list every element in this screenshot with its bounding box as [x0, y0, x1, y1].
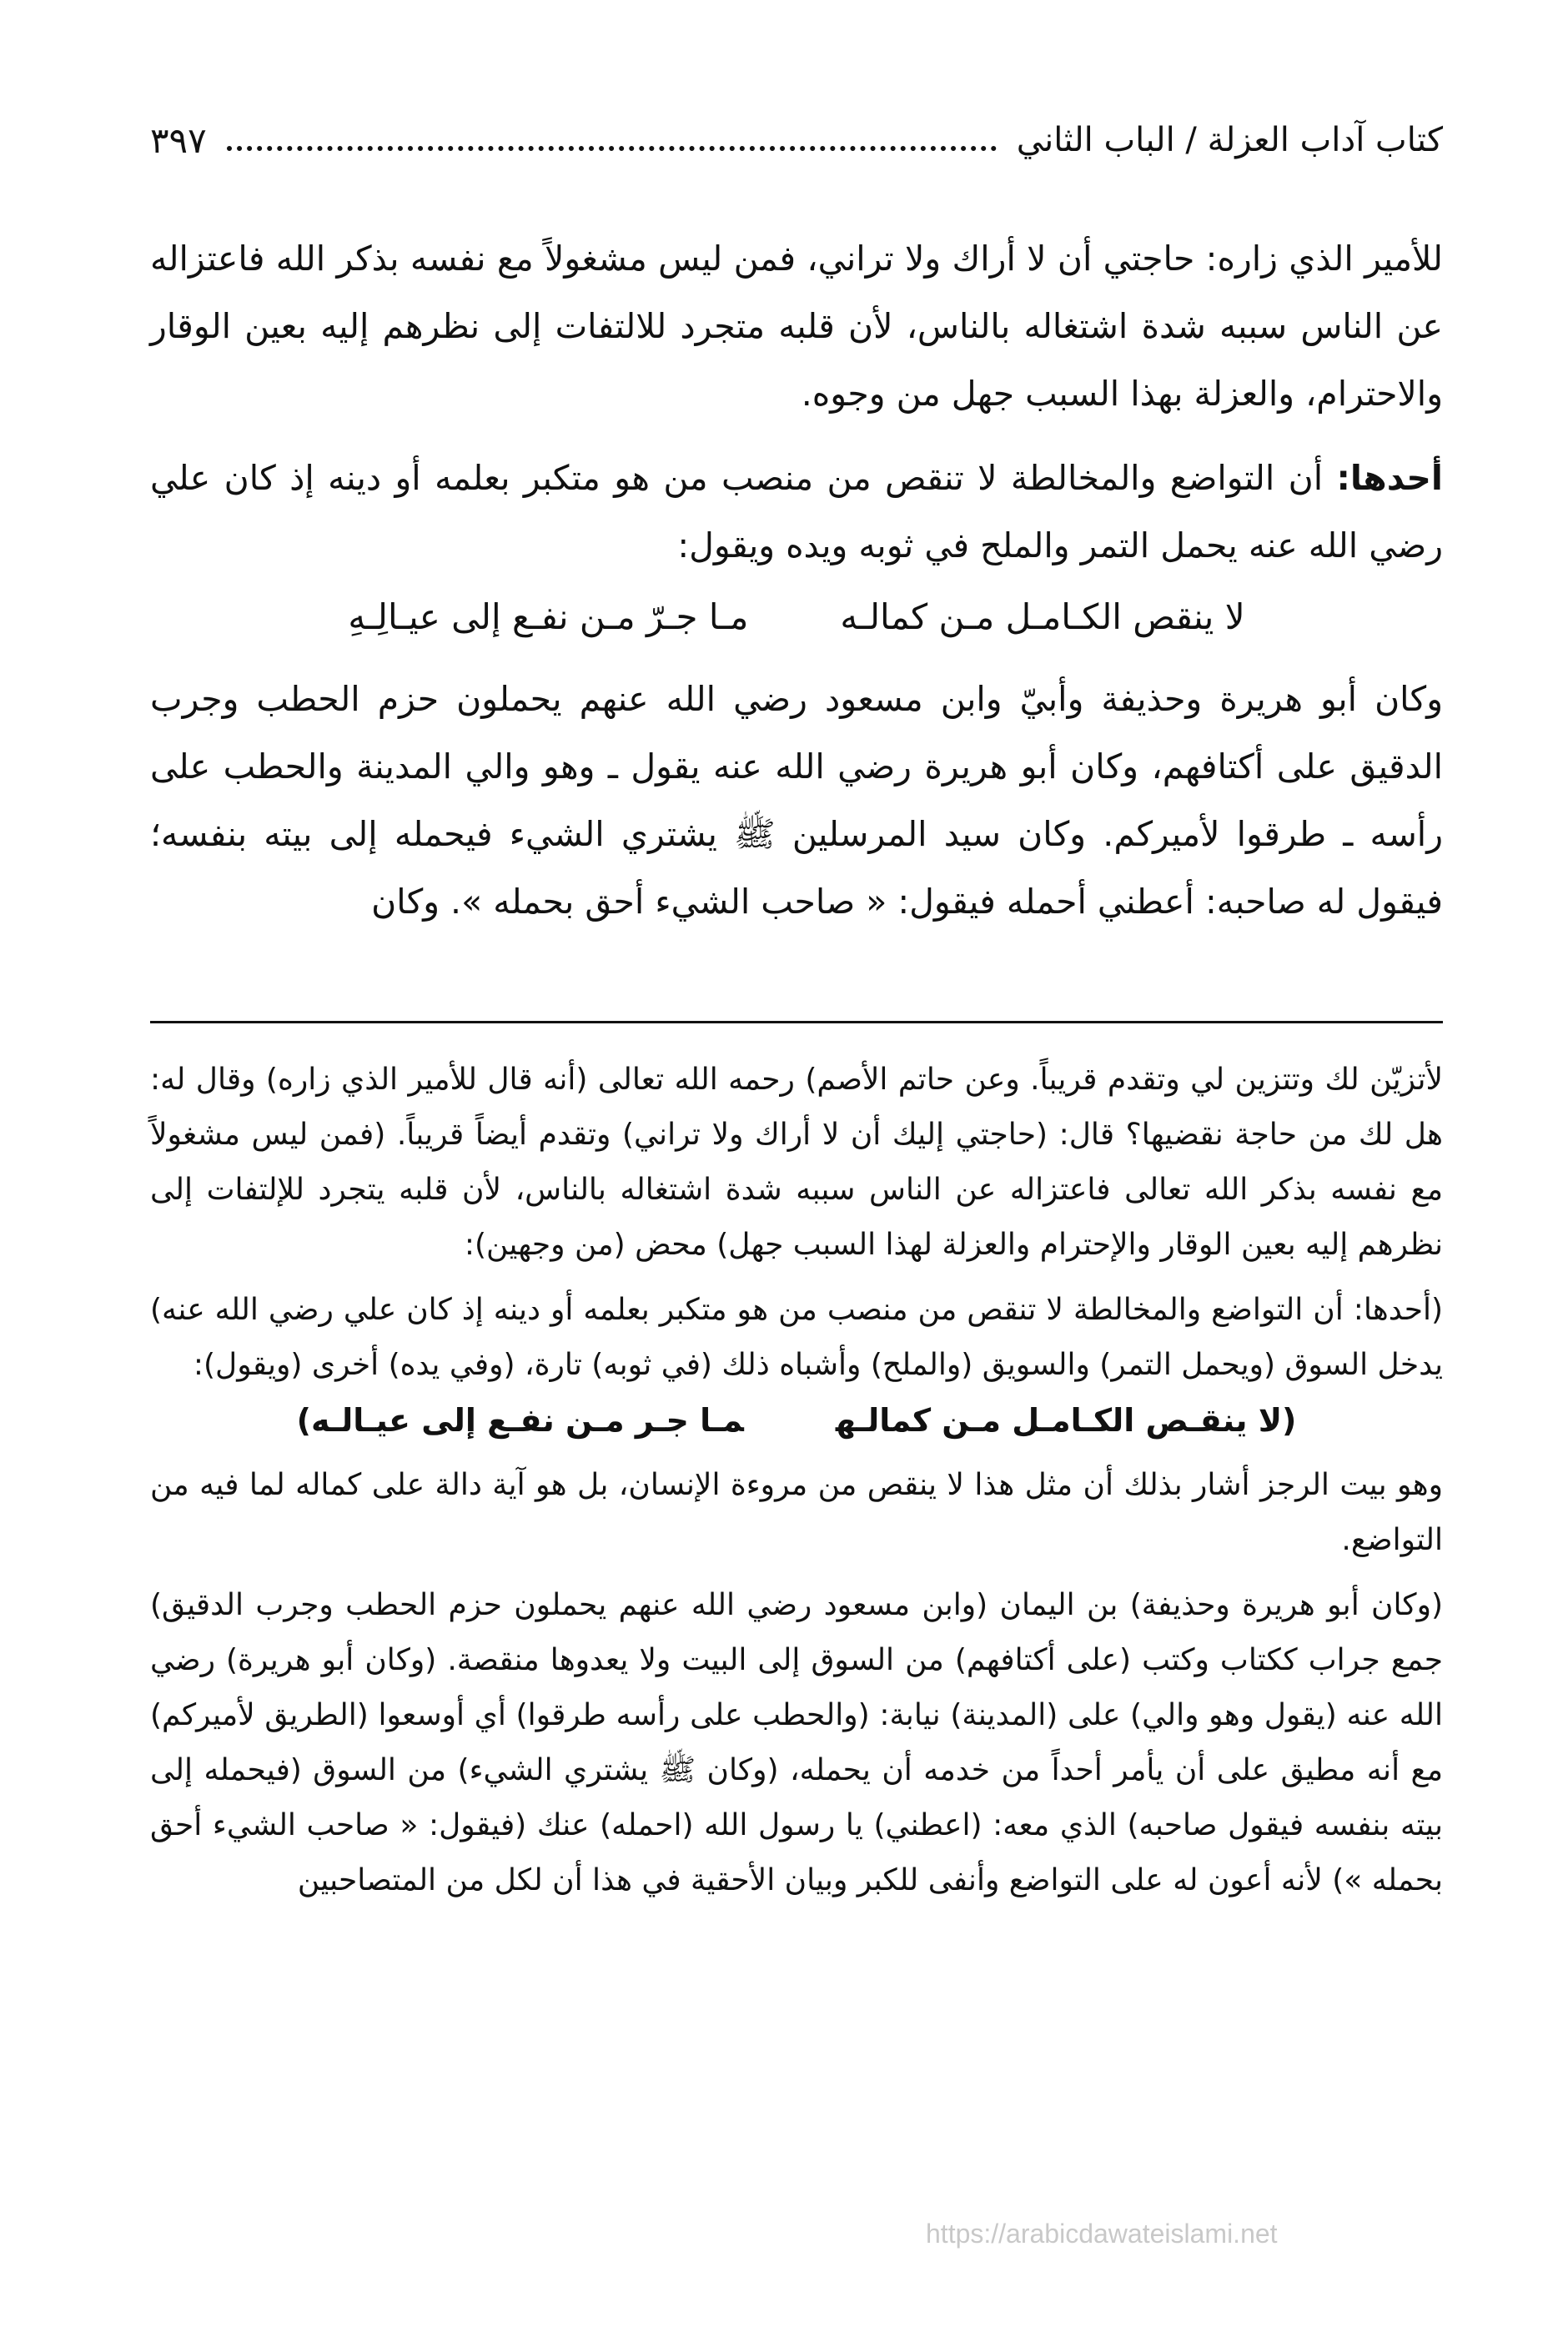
running-header — [150, 115, 1443, 165]
website-watermark: https://arabicdawateislami.net — [926, 2219, 1278, 2249]
dotted-leader — [227, 146, 997, 151]
commentary-verse-second: مـا جـر مـن نفـع إلى عيـالـه) — [296, 1402, 744, 1439]
main-paragraph-2 — [150, 445, 1443, 580]
paragraph-lead-word: أحدها: — [1336, 458, 1443, 498]
verse-first-hemistich: لا ينقص الكـامـل مـن كمالـه — [840, 596, 1245, 637]
book-chapter-title: كتاب آداب العزلة / الباب الثاني — [1016, 121, 1443, 159]
verse-second-hemistich: مـا جـرّ مـن نفـع إلى عيـالِـهِ — [348, 596, 749, 637]
main-paragraph-1: للأمير الذي زاره: حاجتي أن لا أراك ولا تراني، فمن ليس مشغولاً مع نفسه بذكر الله فاعتزاله عن الناس سببه شدة اشتغاله بالناس، لأن قلبه متجرد للالتفات إلى نظرهم إليه بعين الوقار والاحترام، والعزلة بهذا السبب جهل من وجوه. — [150, 239, 1443, 414]
poem-verse — [150, 583, 1443, 651]
commentary-paragraph-1: لأتزيّن لك وتتزين لي وتقدم قريباً. وعن حاتم الأصم) رحمه الله تعالى (أنه قال للأمير الذي زاره) وقال له: هل لك من حاجة نقضيها؟ قال: (حاجتي إليك أن لا أراك ولا تراني) وتقدم أيضاً قريباً. (فمن ليس مشغولاً مع نفسه بذكر الله تعالى فاعتزاله عن الناس سببه شدة اشتغاله بالناس، لأن قلبه يتجرد للإلتفات إلى نظرهم إليه بعين الوقار والإحترام والعزلة لهذا السبب جهل) محض (من وجهين): — [150, 1063, 1443, 1262]
footnote-separator-line — [150, 1021, 1443, 1023]
main-paragraph-3: وكان أبو هريرة وحذيفة وأبيّ وابن مسعود رضي الله عنهم يحملون حزم الحطب وجرب الدقيق على أكتافهم، وكان أبو هريرة رضي الله عنه يقول ـ وهو والي المدينة والحطب على رأسه ـ طرقوا لأميركم. وكان سيد المرسلين ﷺ يشتري الشيء فيحمله إلى بيته بنفسه؛ فيقول له صاحبه: أعطني أحمله فيقول: « صاحب الشيء أحق بحمله ». وكان — [150, 679, 1443, 922]
commentary-paragraph-3: وهو بيت الرجز أشار بذلك أن مثل هذا لا ينقص من مروءة الإنسان، بل هو آية دالة على كماله لما فيه من التواضع. — [150, 1468, 1443, 1557]
commentary-paragraph-4: (وكان أبو هريرة وحذيفة) بن اليمان (وابن مسعود رضي الله عنهم يحملون حزم الحطب وجرب الدقيق) جمع جراب ككتاب وكتب (على أكتافهم) من السوق إلى البيت ولا يعدوها منقصة. (وكان أبو هريرة) رضي الله عنه (يقول وهو والي) على (المدينة) نيابة: (والحطب على رأسه طرقوا) أي أوسعوا (الطريق لأميركم) مع أنه مطيق على أن يأمر أحداً من خدمه أن يحمله، (وكان ﷺ يشتري الشيء) من السوق (فيحمله إلى بيته بنفسه فيقول صاحبه) الذي معه: (اعطني) يا رسول الله (احمله) عنك (فيقول: « صاحب الشيء أحق بحمله ») لأنه أعون له على التواضع وأنفى للكبر وبيان الأحقية في هذا أن لكل من المتصاحبين — [150, 1588, 1443, 1897]
document-page — [150, 0, 1443, 2332]
page-number: ٣٩٧ — [150, 119, 207, 161]
main-paragraph-2-text: أن التواضع والمخالطة لا تنقص من منصب من هو متكبر بعلمه أو دينه إذ كان علي رضي الله عنه يحمل التمر والملح في ثوبه ويده ويقول: — [150, 458, 1443, 565]
commentary-verse — [150, 1393, 1443, 1448]
commentary-paragraph-2: (أحدها: أن التواضع والمخالطة لا تنقص من منصب من هو متكبر بعلمه أو دينه إذ كان علي رضي الله عنه) يدخل السوق (ويحمل التمر) والسويق (والملح) وأشباه ذلك (في ثوبه) تارة، (وفي يده) أخرى (ويقول): — [150, 1293, 1443, 1382]
commentary-section — [150, 1053, 1443, 1908]
main-text — [150, 225, 1443, 936]
commentary-verse-first: (لا ينقـص الكـامـل مـن كمالـه — [835, 1402, 1297, 1439]
